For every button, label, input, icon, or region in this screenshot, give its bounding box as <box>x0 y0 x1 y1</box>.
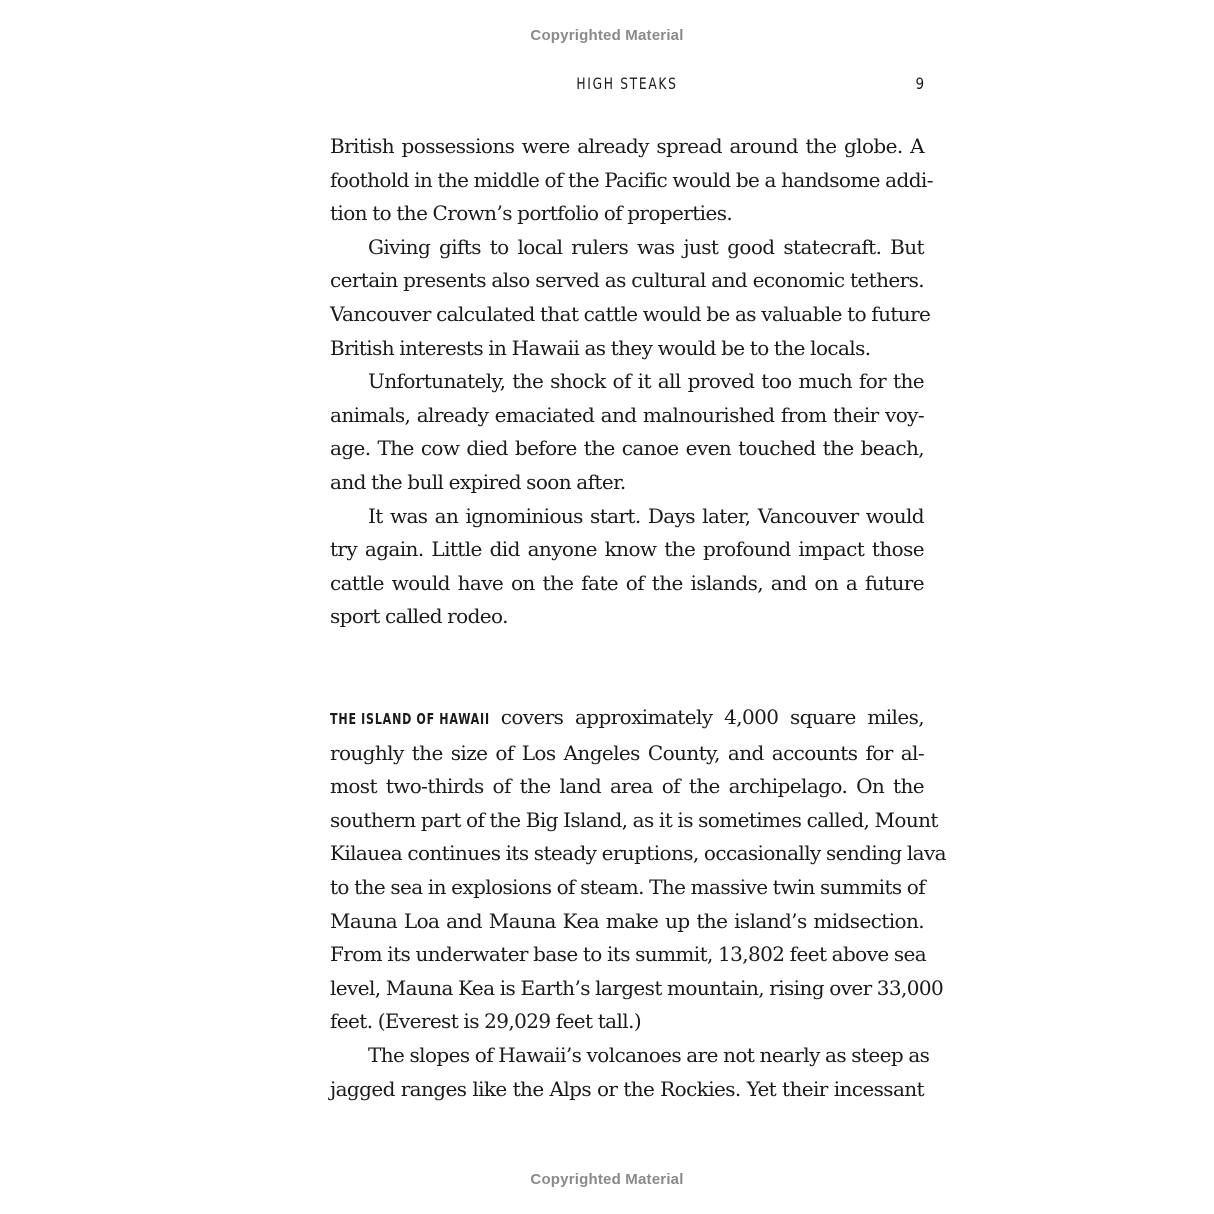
running-header <box>330 72 924 96</box>
section-1-text <box>330 130 933 634</box>
text-line: It was an ignominious start. Days later, Vancouver would <box>368 503 924 528</box>
text-line: jagged ranges like the Alps or the Rockies. Yet their incessant <box>330 1076 924 1101</box>
paragraph-5 <box>330 701 947 1039</box>
text-line: try again. Little did anyone know the profound impact those <box>330 537 924 562</box>
paragraph-6 <box>330 1039 930 1106</box>
text-line: most two-thirds of the land area of the archipelago. On the <box>330 774 924 799</box>
running-title: HIGH STEAKS <box>576 74 678 93</box>
text-line: roughly the size of Los Angeles County, and accounts for al- <box>330 740 924 765</box>
copyright-watermark-bottom: Copyrighted Material <box>530 1171 684 1188</box>
text-line <box>330 701 924 737</box>
paragraph-3 <box>330 365 924 499</box>
text-line-rest: covers approximately 4,000 square miles, <box>500 705 924 729</box>
copyright-watermark-top: Copyrighted Material <box>530 27 684 44</box>
text-line: level, Mauna Kea is Earth’s largest mountain, rising over 33,000 <box>330 975 944 1000</box>
section-2-text <box>330 701 947 1106</box>
text-line: foothold in the middle of the Pacific would be a handsome addi- <box>330 167 933 192</box>
text-line: British interests in Hawaii as they would be to the locals. <box>330 335 871 360</box>
text-line: cattle would have on the fate of the islands, and on a future <box>330 570 924 595</box>
text-line: animals, already emaciated and malnourished from their voy- <box>330 402 924 427</box>
page-number: 9 <box>915 74 924 93</box>
text-line: British possessions were already spread around the globe. A <box>330 134 924 158</box>
text-line: Kilauea continues its steady eruptions, occasionally sending lava <box>330 841 947 866</box>
paragraph-2 <box>330 231 931 365</box>
text-line: The slopes of Hawaii’s volcanoes are not nearly as steep as <box>368 1042 930 1067</box>
text-line: Vancouver calculated that cattle would be as valuable to future <box>330 301 931 326</box>
text-line: southern part of the Big Island, as it is sometimes called, Mount <box>330 807 938 832</box>
text-line: feet. (Everest is 29,029 feet tall.) <box>330 1009 642 1034</box>
text-line: sport called rodeo. <box>330 604 508 629</box>
text-line: Giving gifts to local rulers was just good statecraft. But <box>368 234 924 259</box>
section-lead-in: THE ISLAND OF HAWAII <box>330 710 490 728</box>
text-line: certain presents also served as cultural and economic tethers. <box>330 268 924 293</box>
text-line: age. The cow died before the canoe even touched the beach, <box>330 436 924 461</box>
text-line: to the sea in explosions of steam. The massive twin summits of <box>330 874 926 899</box>
text-line: Unfortunately, the shock of it all proved too much for the <box>368 369 924 394</box>
paragraph-1 <box>330 130 933 231</box>
text-line: Mauna Loa and Mauna Kea make up the island’s midsection. <box>330 908 924 933</box>
text-line: From its underwater base to its summit, 13,802 feet above sea <box>330 942 927 967</box>
paragraph-4 <box>330 500 924 634</box>
text-line: and the bull expired soon after. <box>330 469 626 494</box>
text-line: tion to the Crown’s portfolio of properties. <box>330 201 733 226</box>
